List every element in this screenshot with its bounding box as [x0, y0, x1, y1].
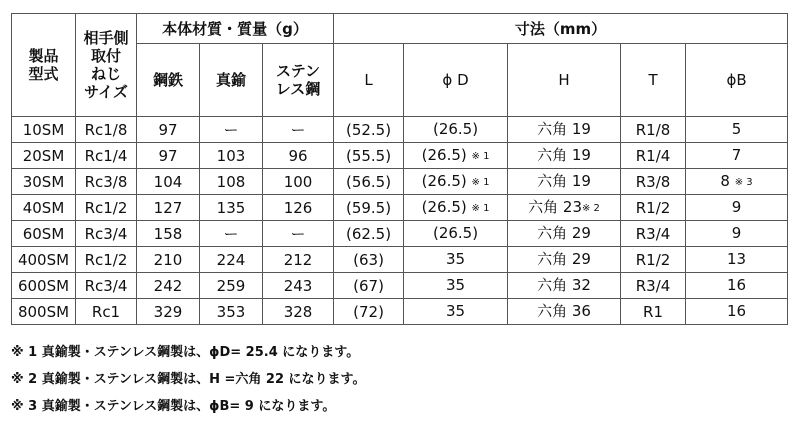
cell-H-value: 六角 23 — [528, 197, 582, 216]
cell-L: (52.5) — [334, 117, 404, 143]
cell-model: 800SM — [12, 299, 76, 325]
cell-brass: 353 — [200, 299, 263, 325]
cell-thread: Rc3/8 — [76, 169, 137, 195]
cell-model: 60SM — [12, 221, 76, 247]
cell-D-value: (26.5) — [421, 145, 467, 164]
cell-L: (56.5) — [334, 169, 404, 195]
cell-H-value: 六角 29 — [537, 223, 591, 242]
cell-brass: 259 — [200, 273, 263, 299]
cell-brass: 108 — [200, 169, 263, 195]
cell-H — [508, 169, 621, 195]
cell-brass: ー — [200, 117, 263, 143]
table-row — [12, 117, 788, 143]
cell-H — [508, 273, 621, 299]
cell-D — [404, 143, 508, 169]
cell-H — [508, 117, 621, 143]
cell-thread: Rc1/2 — [76, 247, 137, 273]
cell-B-value: 7 — [731, 145, 742, 164]
cell-D — [404, 195, 508, 221]
table-row — [12, 143, 788, 169]
header-T: T — [621, 44, 686, 117]
cell-H — [508, 195, 621, 221]
footnote-1: ※ 1 真鍮製・ステンレス鋼製は、ϕD= 25.4 になります。 — [11, 345, 360, 360]
cell-thread: Rc1/4 — [76, 143, 137, 169]
cell-T: R1 — [621, 299, 686, 325]
cell-brass: 135 — [200, 195, 263, 221]
footnote-2: ※ 2 真鍮製・ステンレス鋼製は、H =六角 22 になります。 — [11, 372, 366, 387]
cell-B — [686, 195, 788, 221]
cell-stainless: 96 — [263, 143, 334, 169]
cell-B-value: 9 — [731, 197, 742, 216]
cell-D-value: (26.5) — [432, 119, 479, 138]
header-steel: 鋼鉄 — [137, 44, 200, 117]
cell-model: 10SM — [12, 117, 76, 143]
cell-D-value: 35 — [445, 275, 466, 294]
cell-brass: ー — [200, 221, 263, 247]
cell-thread: Rc1 — [76, 299, 137, 325]
cell-B-value: 5 — [731, 119, 742, 138]
header-phiD: ϕ D — [404, 44, 508, 117]
cell-B — [686, 247, 788, 273]
table-row — [12, 169, 788, 195]
cell-H-value: 六角 19 — [537, 119, 591, 138]
cell-H-note: ※ 2 — [582, 202, 600, 214]
cell-stainless: 100 — [263, 169, 334, 195]
table-row — [12, 221, 788, 247]
cell-thread: Rc1/2 — [76, 195, 137, 221]
cell-B — [686, 221, 788, 247]
cell-D — [404, 299, 508, 325]
cell-steel: 97 — [137, 117, 200, 143]
cell-B-value: 9 — [731, 223, 742, 242]
cell-D — [404, 221, 508, 247]
cell-L: (55.5) — [334, 143, 404, 169]
cell-stainless: 243 — [263, 273, 334, 299]
cell-H-value: 六角 32 — [537, 275, 591, 294]
cell-D-value: (26.5) — [421, 197, 467, 216]
cell-T: R3/8 — [621, 169, 686, 195]
cell-T: R3/4 — [621, 273, 686, 299]
table-row — [12, 273, 788, 299]
cell-D — [404, 169, 508, 195]
cell-T: R1/2 — [621, 247, 686, 273]
cell-model: 600SM — [12, 273, 76, 299]
table-row — [12, 247, 788, 273]
cell-B-value: 13 — [726, 249, 747, 268]
cell-B-value: 16 — [726, 275, 747, 294]
cell-B-value: 8 — [720, 171, 730, 190]
cell-H — [508, 299, 621, 325]
cell-stainless: ー — [263, 221, 334, 247]
header-thread-size: 相手側 取付 ねじ サイズ — [76, 14, 137, 117]
spec-table — [11, 13, 788, 325]
cell-D — [404, 117, 508, 143]
cell-model: 400SM — [12, 247, 76, 273]
header-stainless: ステン レス鋼 — [263, 44, 334, 117]
table-row — [12, 299, 788, 325]
cell-D-value: (26.5) — [421, 171, 467, 190]
cell-L: (67) — [334, 273, 404, 299]
cell-D — [404, 273, 508, 299]
cell-stainless: ー — [263, 117, 334, 143]
cell-steel: 242 — [137, 273, 200, 299]
cell-brass: 224 — [200, 247, 263, 273]
cell-B — [686, 117, 788, 143]
cell-steel: 210 — [137, 247, 200, 273]
cell-L: (59.5) — [334, 195, 404, 221]
cell-L: (63) — [334, 247, 404, 273]
cell-steel: 104 — [137, 169, 200, 195]
cell-B-value: 16 — [726, 301, 747, 320]
cell-steel: 329 — [137, 299, 200, 325]
cell-H-value: 六角 19 — [537, 171, 591, 190]
cell-D-value: 35 — [445, 301, 466, 320]
cell-L: (72) — [334, 299, 404, 325]
header-brass: 真鍮 — [200, 44, 263, 117]
cell-B-note: ※ 3 — [734, 176, 753, 188]
cell-T: R1/4 — [621, 143, 686, 169]
cell-D-note: ※ 1 — [471, 150, 490, 162]
cell-H-value: 六角 36 — [537, 301, 591, 320]
header-dimensions-group: 寸法（mm） — [334, 14, 788, 44]
cell-stainless: 328 — [263, 299, 334, 325]
cell-stainless: 212 — [263, 247, 334, 273]
table-row — [12, 195, 788, 221]
cell-steel: 127 — [137, 195, 200, 221]
cell-D-value: 35 — [445, 249, 466, 268]
header-L: L — [334, 44, 404, 117]
header-H: H — [508, 44, 621, 117]
cell-thread: Rc3/4 — [76, 273, 137, 299]
cell-D — [404, 247, 508, 273]
cell-thread: Rc1/8 — [76, 117, 137, 143]
header-phiB: ϕB — [686, 44, 788, 117]
cell-T: R1/8 — [621, 117, 686, 143]
cell-stainless: 126 — [263, 195, 334, 221]
footnote-3: ※ 3 真鍮製・ステンレス鋼製は、ϕB= 9 になります。 — [11, 399, 336, 414]
cell-T: R3/4 — [621, 221, 686, 247]
cell-B — [686, 143, 788, 169]
cell-brass: 103 — [200, 143, 263, 169]
cell-H — [508, 221, 621, 247]
footnotes — [11, 339, 366, 420]
cell-D-note: ※ 1 — [471, 202, 490, 214]
cell-steel: 158 — [137, 221, 200, 247]
cell-steel: 97 — [137, 143, 200, 169]
cell-D-value: (26.5) — [432, 223, 479, 242]
cell-B — [686, 273, 788, 299]
cell-H — [508, 143, 621, 169]
cell-H-value: 六角 19 — [537, 145, 591, 164]
cell-H — [508, 247, 621, 273]
cell-model: 40SM — [12, 195, 76, 221]
cell-B — [686, 299, 788, 325]
header-mass-group: 本体材質・質量（g） — [137, 14, 334, 44]
cell-D-note: ※ 1 — [471, 176, 490, 188]
spec-table-wrapper — [11, 13, 787, 325]
cell-T: R1/2 — [621, 195, 686, 221]
cell-H-value: 六角 29 — [537, 249, 591, 268]
header-product-model: 製品 型式 — [12, 14, 76, 117]
cell-L: (62.5) — [334, 221, 404, 247]
cell-model: 30SM — [12, 169, 76, 195]
cell-thread: Rc3/4 — [76, 221, 137, 247]
cell-B — [686, 169, 788, 195]
cell-model: 20SM — [12, 143, 76, 169]
